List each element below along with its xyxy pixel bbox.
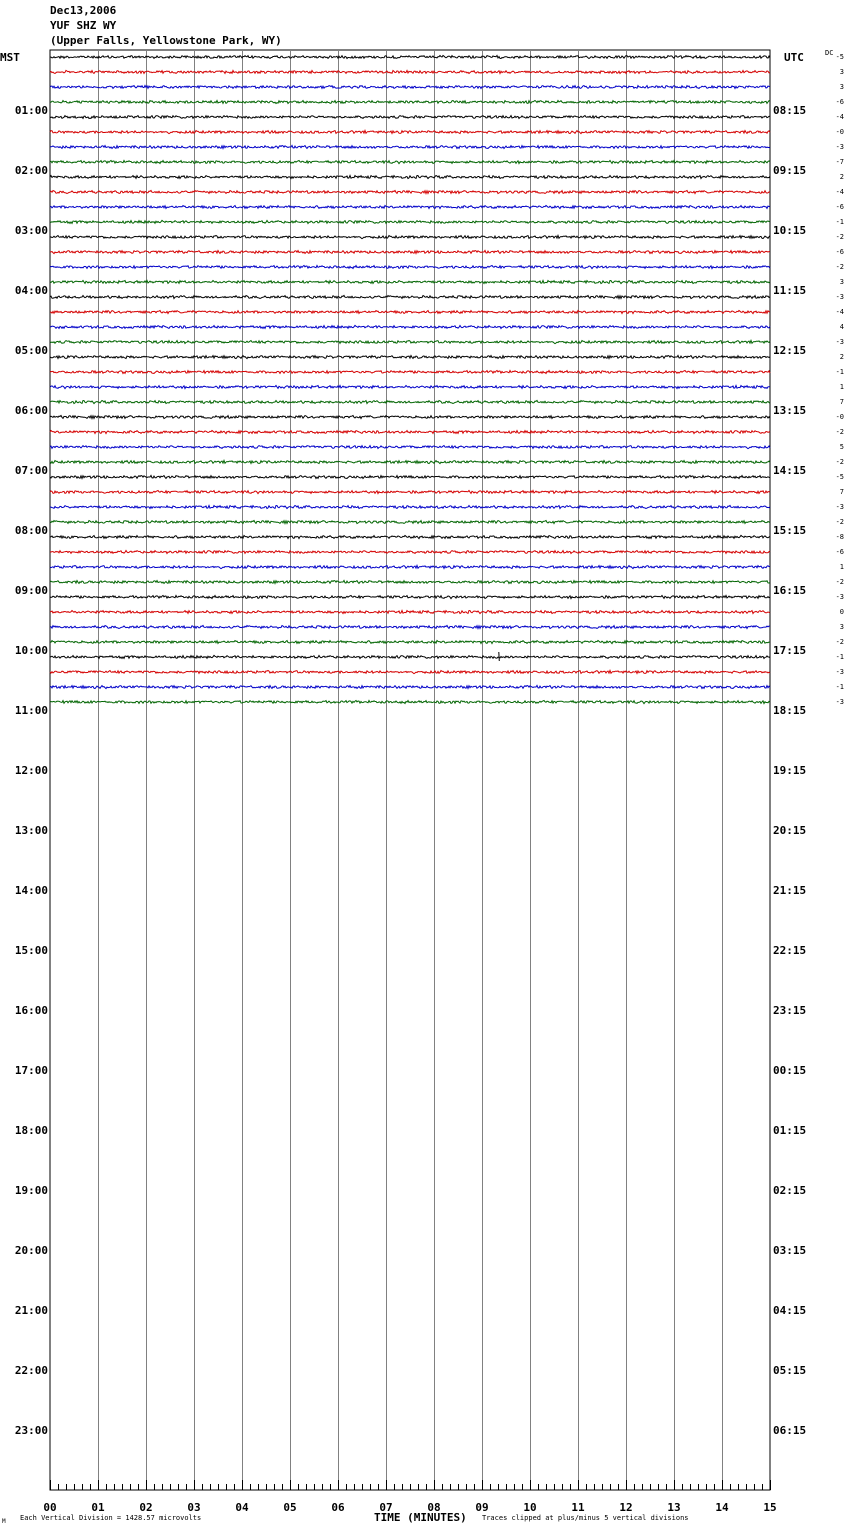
dc-offset-value: 5: [839, 443, 844, 451]
seismic-trace: [50, 311, 770, 314]
record-date: Dec13,2006: [50, 4, 117, 17]
mst-hour-label: 06:00: [14, 404, 48, 417]
utc-hour-label: 14:15: [773, 464, 807, 477]
seismic-trace: [50, 371, 770, 374]
dc-offset-value: -3: [835, 698, 844, 706]
seismic-trace: [50, 116, 770, 119]
mst-hour-label: 20:00: [14, 1244, 48, 1257]
seismic-trace: [50, 190, 770, 193]
seismic-trace: [50, 491, 770, 494]
mst-hour-label: 01:00: [14, 104, 48, 117]
utc-hour-label: 22:15: [773, 944, 807, 957]
dc-offset-value: -7: [835, 158, 844, 166]
dc-offset-value: 1: [839, 563, 844, 571]
dc-offset-value: 3: [839, 278, 844, 286]
dc-offset-value: -2: [835, 518, 844, 526]
dc-offset-value: -5: [835, 473, 844, 481]
seismic-trace: [50, 386, 770, 389]
dc-offset-value: 0: [839, 608, 844, 616]
mst-hour-label: 03:00: [14, 224, 48, 237]
mst-hour-label: 09:00: [14, 584, 48, 597]
seismic-trace: [50, 161, 770, 164]
mst-hour-label: 21:00: [14, 1304, 48, 1317]
x-tick-label: 07: [379, 1501, 393, 1514]
utc-hour-label: 19:15: [773, 764, 807, 777]
seismic-trace: [50, 641, 770, 644]
utc-hour-label: 09:15: [773, 164, 807, 177]
dc-offset-value: -1: [835, 368, 844, 376]
dc-offset-value: -3: [835, 338, 844, 346]
label-layer: [15, 53, 844, 1514]
seismic-trace: [50, 236, 770, 239]
utc-hour-label: 16:15: [773, 584, 807, 597]
x-tick-label: 06: [331, 1501, 345, 1514]
seismic-trace: [50, 250, 770, 253]
seismic-trace: [50, 86, 770, 89]
utc-hour-label: 11:15: [773, 284, 807, 297]
seismic-trace: [50, 596, 770, 599]
logo-mark: M: [2, 1518, 6, 1525]
dc-offset-value: -3: [835, 668, 844, 676]
seismic-trace: [50, 281, 770, 284]
utc-hour-label: 18:15: [773, 704, 807, 717]
seismic-trace: [50, 521, 770, 524]
mst-hour-label: 17:00: [14, 1064, 48, 1077]
utc-hour-label: 21:15: [773, 884, 807, 897]
seismic-trace: [50, 446, 770, 449]
dc-offset-value: -3: [835, 503, 844, 511]
utc-hour-label: 15:15: [773, 524, 807, 537]
seismic-trace: [50, 580, 770, 583]
x-tick-label: 15: [763, 1501, 777, 1514]
seismic-trace: [50, 535, 770, 538]
utc-hour-label: 03:15: [773, 1244, 807, 1257]
mst-zone-label: MST: [0, 51, 20, 64]
utc-hour-label: 01:15: [773, 1124, 807, 1137]
dc-offset-value: 3: [839, 83, 844, 91]
utc-hour-label: 02:15: [773, 1184, 807, 1197]
seismic-trace: [50, 551, 770, 554]
x-tick-label: 10: [523, 1501, 537, 1514]
seismic-trace: [50, 355, 770, 358]
dc-offset-value: 3: [839, 68, 844, 76]
mst-hour-label: 19:00: [14, 1184, 48, 1197]
dc-offset-value: -5: [835, 53, 844, 61]
dc-offset-value: -2: [835, 428, 844, 436]
mst-hour-label: 10:00: [14, 644, 48, 657]
dc-offset-value: -3: [835, 593, 844, 601]
dc-offset-value: -1: [835, 653, 844, 661]
x-tick-label: 03: [187, 1501, 201, 1514]
seismic-trace: [50, 176, 770, 179]
seismic-trace: [50, 70, 770, 73]
mst-hour-label: 23:00: [14, 1424, 48, 1437]
mst-hour-label: 15:00: [14, 944, 48, 957]
seismic-trace: [50, 325, 770, 328]
seismic-trace: [50, 266, 770, 269]
dc-offset-value: -4: [835, 308, 844, 316]
dc-offset-value: -1: [835, 218, 844, 226]
seismic-trace: [50, 671, 770, 674]
clip-note: Traces clipped at plus/minus 5 vertical divisions: [482, 1514, 689, 1522]
dc-offset-value: 4: [839, 323, 844, 331]
mst-hour-label: 16:00: [14, 1004, 48, 1017]
mst-hour-label: 08:00: [14, 524, 48, 537]
seismic-trace: [50, 655, 770, 658]
utc-zone-label: UTC: [784, 51, 804, 64]
dc-offset-value: 7: [839, 488, 844, 496]
x-axis-title: TIME (MINUTES): [374, 1511, 467, 1524]
x-tick-label: 13: [667, 1501, 681, 1514]
utc-hour-label: 00:15: [773, 1064, 807, 1077]
x-tick-label: 12: [619, 1501, 633, 1514]
dc-offset-value: -2: [835, 263, 844, 271]
mst-hour-label: 13:00: [14, 824, 48, 837]
mst-hour-label: 11:00: [14, 704, 48, 717]
dc-offset-value: -6: [835, 98, 844, 106]
seismic-trace: [50, 56, 770, 59]
utc-hour-label: 13:15: [773, 404, 807, 417]
utc-hour-label: 23:15: [773, 1004, 807, 1017]
seismic-trace: [50, 131, 770, 134]
x-tick-label: 09: [475, 1501, 489, 1514]
dc-offset-value: -6: [835, 548, 844, 556]
seismic-trace: [50, 400, 770, 403]
utc-hour-label: 12:15: [773, 344, 807, 357]
dc-offset-value: -3: [835, 293, 844, 301]
dc-offset-value: 7: [839, 398, 844, 406]
seismic-trace: [50, 625, 770, 628]
dc-offset-header: DC: [825, 49, 834, 57]
seismic-trace: [50, 206, 770, 209]
mst-hour-label: 02:00: [14, 164, 48, 177]
station-code: YUF SHZ WY: [50, 19, 117, 32]
seismic-trace: [50, 566, 770, 569]
dc-offset-value: -0: [835, 128, 844, 136]
x-tick-label: 05: [283, 1501, 297, 1514]
station-location: (Upper Falls, Yellowstone Park, WY): [50, 34, 282, 47]
mst-hour-label: 18:00: [14, 1124, 48, 1137]
seismic-trace: [50, 505, 770, 508]
seismic-trace: [50, 685, 770, 688]
dc-offset-value: 3: [839, 623, 844, 631]
utc-hour-label: 08:15: [773, 104, 807, 117]
dc-offset-value: -8: [835, 533, 844, 541]
dc-offset-value: -2: [835, 638, 844, 646]
dc-offset-value: -4: [835, 113, 844, 121]
dc-offset-value: 1: [839, 383, 844, 391]
dc-offset-value: -2: [835, 458, 844, 466]
dc-offset-value: 2: [839, 173, 844, 181]
x-tick-label: 11: [571, 1501, 585, 1514]
x-tick-label: 14: [715, 1501, 729, 1514]
dc-offset-value: -6: [835, 203, 844, 211]
dc-offset-value: -0: [835, 413, 844, 421]
seismic-trace: [50, 341, 770, 344]
utc-hour-label: 06:15: [773, 1424, 807, 1437]
mst-hour-label: 12:00: [14, 764, 48, 777]
dc-offset-value: -2: [835, 578, 844, 586]
mst-hour-label: 07:00: [14, 464, 48, 477]
dc-offset-value: -6: [835, 248, 844, 256]
x-tick-label: 04: [235, 1501, 249, 1514]
dc-offset-value: -4: [835, 188, 844, 196]
scale-note: Each Vertical Division = 1428.57 microvolts: [20, 1514, 202, 1522]
x-tick-label: 08: [427, 1501, 441, 1514]
dc-offset-value: 2: [839, 353, 844, 361]
dc-offset-value: -2: [835, 233, 844, 241]
seismic-trace: [50, 295, 770, 298]
mst-hour-label: 14:00: [14, 884, 48, 897]
seismic-trace: [50, 416, 770, 419]
dc-offset-value: -3: [835, 143, 844, 151]
x-tick-label: 00: [43, 1501, 57, 1514]
seismic-trace: [50, 475, 770, 478]
mst-hour-label: 05:00: [14, 344, 48, 357]
trace-layer: [50, 56, 770, 704]
utc-hour-label: 04:15: [773, 1304, 807, 1317]
utc-hour-label: 10:15: [773, 224, 807, 237]
dc-offset-value: -1: [835, 683, 844, 691]
utc-hour-label: 20:15: [773, 824, 807, 837]
utc-hour-label: 17:15: [773, 644, 807, 657]
seismic-trace: [50, 430, 770, 433]
seismic-trace: [50, 461, 770, 464]
mst-hour-label: 04:00: [14, 284, 48, 297]
mst-hour-label: 22:00: [14, 1364, 48, 1377]
seismic-trace: [50, 145, 770, 148]
seismic-trace: [50, 220, 770, 223]
seismic-trace: [50, 701, 770, 704]
seismic-trace: [50, 101, 770, 104]
x-tick-label: 02: [139, 1501, 153, 1514]
seismic-trace: [50, 611, 770, 614]
utc-hour-label: 05:15: [773, 1364, 807, 1377]
x-tick-label: 01: [91, 1501, 105, 1514]
